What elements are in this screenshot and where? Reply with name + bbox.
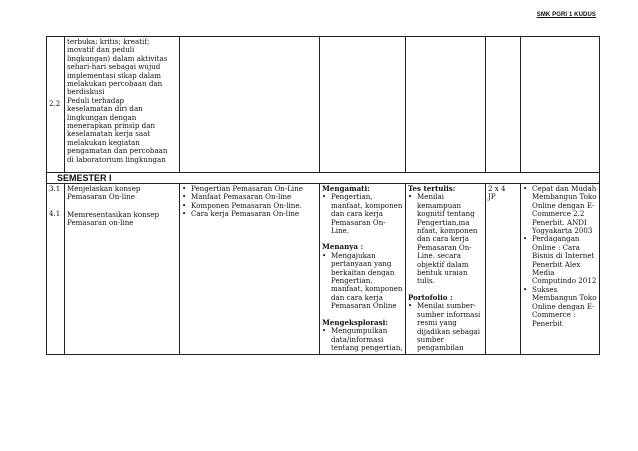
list-item: • Menilai sumber-sumber informasi resmi yang dijadikan sebagai sumber pengambilan (408, 302, 483, 352)
kd-line: terbuka; kritis; kreatif; (67, 37, 150, 46)
table-row (47, 37, 600, 173)
penilaian-cell (406, 184, 486, 355)
semester-heading: SEMESTER I (47, 173, 600, 184)
kd-line: pengamatan dan percobaan (67, 146, 168, 156)
list-item: • Cara kerja Pemasaran On-line (182, 210, 317, 218)
empty-cell (521, 37, 600, 173)
empty-cell (486, 37, 521, 173)
kd-line: inovatif dan peduli (67, 45, 135, 55)
kd-line: keselamatan diri dan (67, 104, 143, 114)
kegiatan-cell (320, 184, 406, 355)
tes-label: Tes tertulis: (408, 184, 456, 193)
kd-line: melakukan percobaan dan (67, 79, 163, 89)
kd-line: lingkungan dengan (67, 112, 137, 122)
kd-text: Menjelaskan konsep Pemasaran On-line (67, 184, 141, 202)
mengeksplorasi-label: Mengeksplorasi: (322, 317, 388, 327)
kd-line: sehari-hari sebagai wujud (67, 62, 161, 72)
materi-cell (180, 184, 320, 355)
kd-line: implementasi sikap dalam (67, 70, 161, 80)
kd-number: 2.2 (49, 99, 61, 109)
kd-number: 3.1 (49, 184, 61, 193)
empty-cell (320, 37, 406, 173)
mengamati-list (322, 193, 403, 235)
list-item: • Komponen Pemasaran On-line. (182, 202, 317, 210)
kd-line: Peduli terhadap (67, 95, 125, 105)
empty-cell (180, 37, 320, 173)
waktu-text: JP (488, 192, 496, 202)
menanya-label: Menanya : (322, 242, 364, 252)
kd-line: lingkungan) dalam aktivitas (67, 53, 168, 63)
list-item: • Mengajukan pertanyaan yang berkaitan dengan Pengertian, manfaat, komponen dan cara kerja Pemasaran Online (322, 252, 403, 311)
sumber-list (523, 185, 597, 328)
materi-list (182, 185, 317, 219)
list-item: • Pengertian, manfaat, komponen dan cara kerja Pemasaran On-Line. (322, 193, 403, 235)
list-item: • Manfaat Pemasaran On-line (182, 193, 317, 201)
waktu-cell (486, 184, 521, 355)
portofolio-label: Portofolio : (408, 292, 453, 302)
kd-line: berdiskusi (67, 87, 105, 97)
kd-description-cell (65, 37, 180, 173)
mengeksplorasi-list (322, 327, 403, 352)
kd-text: Memresentasikan konsep Pemasaran on-line (67, 209, 160, 228)
mengamati-label: Mengamati: (322, 184, 370, 193)
list-item: • Perdagangan Online : Cara Bisnis di Internet Penerbit Alex Media Computindo 2012 (523, 235, 597, 285)
table-row (47, 184, 600, 355)
kd-line: menerapkan prinsip dan (67, 121, 156, 131)
kd-description-cell (65, 184, 180, 355)
sumber-cell (521, 184, 600, 355)
school-header: SMK PGRI 1 KUDUS (536, 12, 596, 18)
kd-number-cell (47, 184, 65, 355)
list-item: • Menilai kemampuan kognitif tentang Pengertian,ma nfaat, komponen dan cara kerja Pemasaran On-Line. secara objektif dalam bentuk uraian tulis. (408, 193, 483, 285)
kd-number-cell (47, 37, 65, 173)
kd-line: keselamatan kerja saat (67, 129, 151, 139)
menanya-list (322, 252, 403, 311)
list-item: • Pengertian Pemasaran On-Line (182, 185, 317, 193)
list-item: • Sukses Membangun Toko Online dengan E-Commerce : Penerbit (523, 286, 597, 328)
list-item: • Mengumpulkan data/informasi tentang pengertian, (322, 327, 403, 352)
semester-row (47, 173, 600, 184)
syllabus-table (46, 36, 600, 355)
tes-list (408, 193, 483, 285)
list-item: • Cepat dan Mudah Membangun Toko Online dengan E-Commerce 2.2 Penerbit. ANDI Yogyakarta 2003 (523, 185, 597, 235)
kd-line: melakukan kegiatan (67, 137, 140, 147)
empty-cell (406, 37, 486, 173)
waktu-text: 2 x 4 (488, 184, 506, 193)
kd-line: di laboratorium lingkungan (67, 154, 166, 164)
portofolio-list (408, 302, 483, 352)
kd-number: 4.1 (49, 209, 61, 219)
